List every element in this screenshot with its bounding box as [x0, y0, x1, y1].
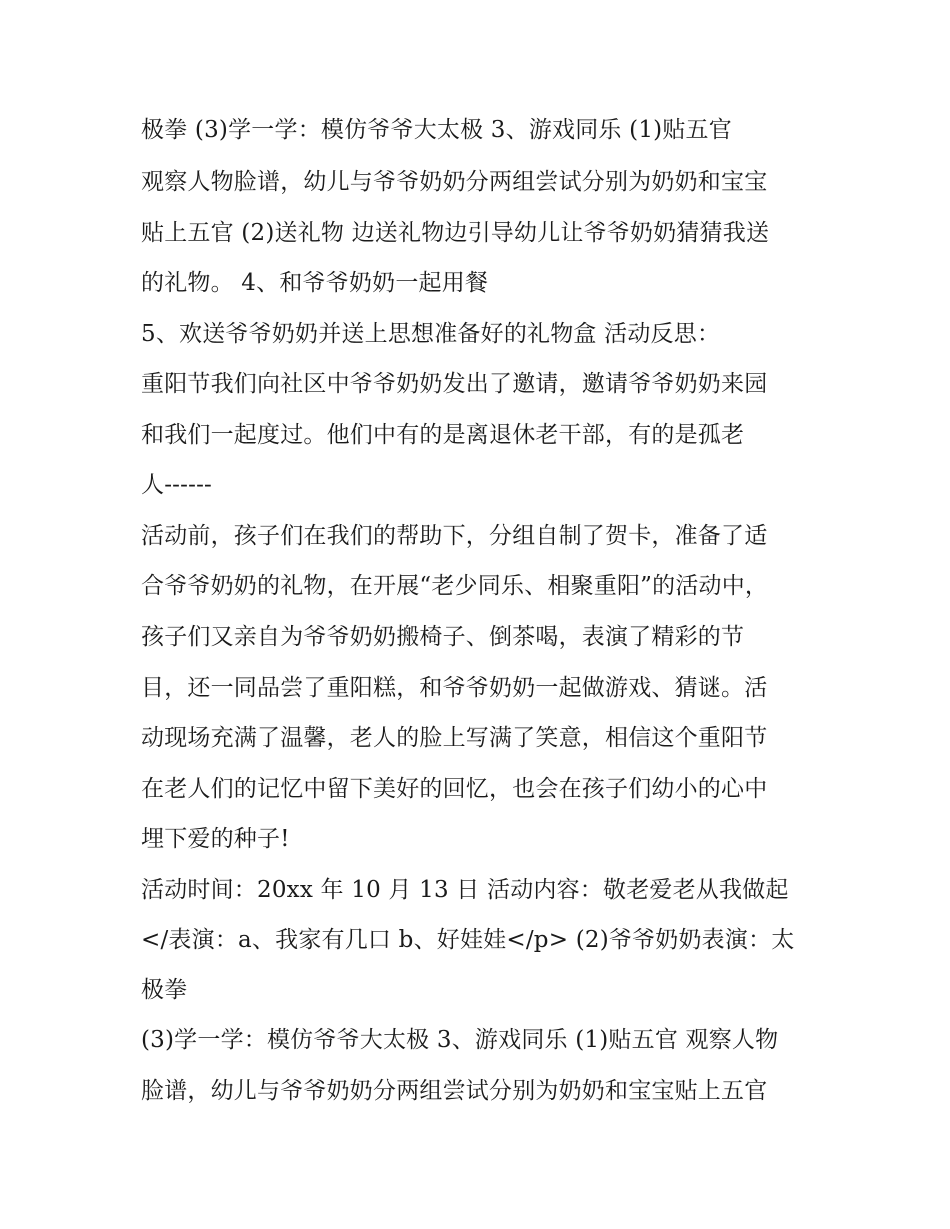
text-line: 和我们一起度过。他们中有的是离退休老干部，有的是孤老: [141, 422, 745, 448]
text-line: 5、欢送爷爷奶奶并送上思想准备好的礼物盒 活动反思：: [141, 321, 721, 347]
text-line: 人------: [141, 472, 213, 498]
text-line: 脸谱，幼儿与爷爷奶奶分两组尝试分别为奶奶和宝宝贴上五官: [141, 1078, 768, 1104]
text-line: 埋下爱的种子!: [141, 826, 290, 852]
text-line: 极拳: [141, 977, 188, 1003]
text-line: 目，还一同品尝了重阳糕，和爷爷奶奶一起做游戏、猜谜。活: [141, 675, 768, 701]
text-line: 合爷爷奶奶的礼物，在开展“老少同乐、相聚重阳”的活动中，: [141, 573, 769, 599]
text-line: </表演：a、我家有几口 b、好娃娃</p> (2)爷爷奶奶表演：太: [141, 927, 795, 953]
text-line: 在老人们的记忆中留下美好的回忆，也会在孩子们幼小的心中: [141, 776, 768, 802]
text-line: 活动前，孩子们在我们的帮助下，分组自制了贺卡，准备了适: [141, 523, 768, 549]
text-line: (3)学一学：模仿爷爷大太极 3、游戏同乐 (1)贴五官 观察人物: [141, 1027, 779, 1053]
text-line: 动现场充满了温馨，老人的脸上写满了笑意，相信这个重阳节: [141, 725, 768, 751]
text-line: 观察人物脸谱，幼儿与爷爷奶奶分两组尝试分别为奶奶和宝宝: [141, 169, 768, 195]
text-line: 重阳节我们向社区中爷爷奶奶发出了邀请，邀请爷爷奶奶来园: [141, 371, 768, 397]
text-line: 极拳 (3)学一学：模仿爷爷大太极 3、游戏同乐 (1)贴五官: [141, 117, 732, 143]
text-line: 活动时间：20xx 年 10 月 13 日 活动内容：敬老爱老从我做起: [141, 877, 789, 903]
text-line: 贴上五官 (2)送礼物 边送礼物边引导幼儿让爷爷奶奶猜猜我送: [141, 220, 770, 246]
text-line: 孩子们又亲自为爷爷奶奶搬椅子、倒茶喝，表演了精彩的节: [141, 624, 745, 650]
text-line: 的礼物。 4、和爷爷奶奶一起用餐: [141, 270, 489, 296]
